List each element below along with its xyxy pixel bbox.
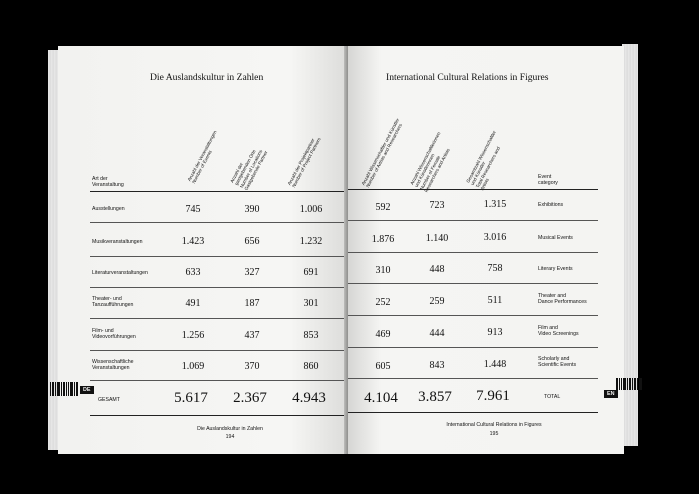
left-page-title: Die Auslandskultur in Zahlen [150, 72, 264, 83]
left-col-header-2: Anzahl der gastgebenden Orte Number of Locations Gastgebende Partner [229, 148, 269, 192]
right-barcode-marker [616, 378, 642, 390]
left-cell: 1.069 [181, 361, 205, 372]
right-header-rule [348, 189, 598, 190]
right-row-header: Event category [538, 174, 558, 187]
right-cell: 1.315 [483, 199, 507, 210]
row-divider [348, 252, 598, 253]
left-footer-title: Die Auslandskultur in Zahlen [197, 426, 263, 432]
left-page-number: 194 [225, 434, 235, 440]
row-divider [348, 315, 598, 316]
right-page-title: International Cultural Relations in Figures [386, 72, 549, 83]
right-cell: 605 [375, 361, 391, 372]
right-col-header-2: Anzahl Wissenschaftlerinnen und Künstlerinnen Number of Female Researchers and Artists [409, 131, 451, 194]
right-cell: 913 [487, 327, 503, 338]
left-cell: 860 [303, 361, 319, 372]
left-page [58, 46, 348, 454]
right-page-number: 195 [489, 431, 499, 437]
left-row-label: Wissenschaftliche Veranstaltungen [92, 359, 134, 372]
right-total-cell: 7.961 [476, 388, 510, 404]
right-cell: 1.876 [371, 234, 395, 245]
left-cell: 437 [244, 330, 260, 341]
right-row-label: Musical Events [538, 235, 573, 241]
left-cell: 491 [185, 298, 201, 309]
lang-tab-de: DE [80, 386, 94, 394]
left-cell: 1.006 [299, 204, 323, 215]
right-row-label: Exhibitions [538, 202, 564, 208]
left-col-header-3: Anzahl der Projektpartner Number of Project Partners [286, 136, 322, 189]
right-cell: 310 [375, 265, 391, 276]
row-divider [348, 283, 598, 284]
left-cell: 187 [244, 298, 260, 309]
right-cell: 259 [429, 296, 445, 307]
left-cell: 1.423 [181, 236, 205, 247]
left-row-label: Theater- und Tanzaufführungen [92, 296, 134, 309]
left-row-label: Film- und Videovorführungen [92, 328, 136, 341]
right-total-label: TOTAL [544, 394, 561, 400]
left-cell: 1.256 [181, 330, 205, 341]
left-cell: 691 [303, 267, 319, 278]
total-rule [90, 415, 348, 416]
right-cell: 758 [487, 263, 503, 274]
left-cell: 390 [244, 204, 260, 215]
row-divider [90, 318, 348, 319]
left-total-cell: 4.943 [292, 390, 326, 406]
row-divider [90, 380, 348, 381]
row-divider [348, 347, 598, 348]
right-col-header-3: Gesamtzahl Wissenschaftler und Künstler Total Researchers and Artists [465, 129, 501, 192]
row-divider [90, 256, 348, 257]
right-cell: 511 [487, 295, 503, 306]
left-cell: 656 [244, 236, 260, 247]
right-row-label: Scholarly and Scientific Events [538, 356, 577, 369]
right-cell: 723 [429, 200, 445, 211]
left-col-header-1: Anzahl der Veranstaltungen Number of Events [186, 129, 218, 185]
right-total-cell: 3.857 [418, 389, 452, 405]
left-cell: 745 [185, 204, 201, 215]
row-divider [90, 350, 348, 351]
left-row-header: Art der Veranstaltung [92, 176, 124, 189]
right-total-cell: 4.104 [364, 390, 398, 406]
row-divider [348, 378, 598, 379]
left-cell: 327 [244, 267, 260, 278]
right-cell: 843 [429, 360, 445, 371]
lang-tab-en: EN [604, 390, 618, 398]
left-cell: 301 [303, 298, 319, 309]
right-row-label: Theater and Dance Performances [538, 293, 587, 306]
right-cell: 444 [429, 328, 445, 339]
left-row-label: Musikveranstaltungen [92, 239, 143, 245]
right-cell: 252 [375, 297, 391, 308]
row-divider [90, 287, 348, 288]
right-cell: 592 [375, 202, 391, 213]
right-col-header-1: Anzahl Wissenschaftler und Künstler Number of Artists and Researchers [360, 117, 404, 189]
left-row-label: Literaturveranstaltungen [92, 270, 148, 276]
right-cell: 469 [375, 329, 391, 340]
row-divider [90, 222, 348, 223]
right-cell: 1.140 [425, 233, 449, 244]
left-cell: 370 [244, 361, 260, 372]
right-row-label: Literary Events [538, 266, 573, 272]
left-cell: 1.232 [299, 236, 323, 247]
left-total-cell: 2.367 [233, 390, 267, 406]
total-rule [348, 412, 598, 413]
right-cell: 448 [429, 264, 445, 275]
left-total-cell: 5.617 [174, 390, 208, 406]
right-footer-title: International Cultural Relations in Figures [446, 422, 542, 428]
right-cell: 1.448 [483, 359, 507, 370]
left-cell: 853 [303, 330, 319, 341]
left-row-label: Ausstellungen [92, 206, 125, 212]
left-total-label: GESAMT [98, 397, 120, 403]
open-book [44, 36, 638, 456]
right-page [348, 46, 624, 454]
left-header-rule [90, 191, 348, 192]
row-divider [348, 220, 598, 221]
left-barcode-marker [50, 382, 78, 396]
right-row-label: Film and Video Screenings [538, 325, 579, 338]
right-cell: 3.016 [483, 232, 507, 243]
left-cell: 633 [185, 267, 201, 278]
